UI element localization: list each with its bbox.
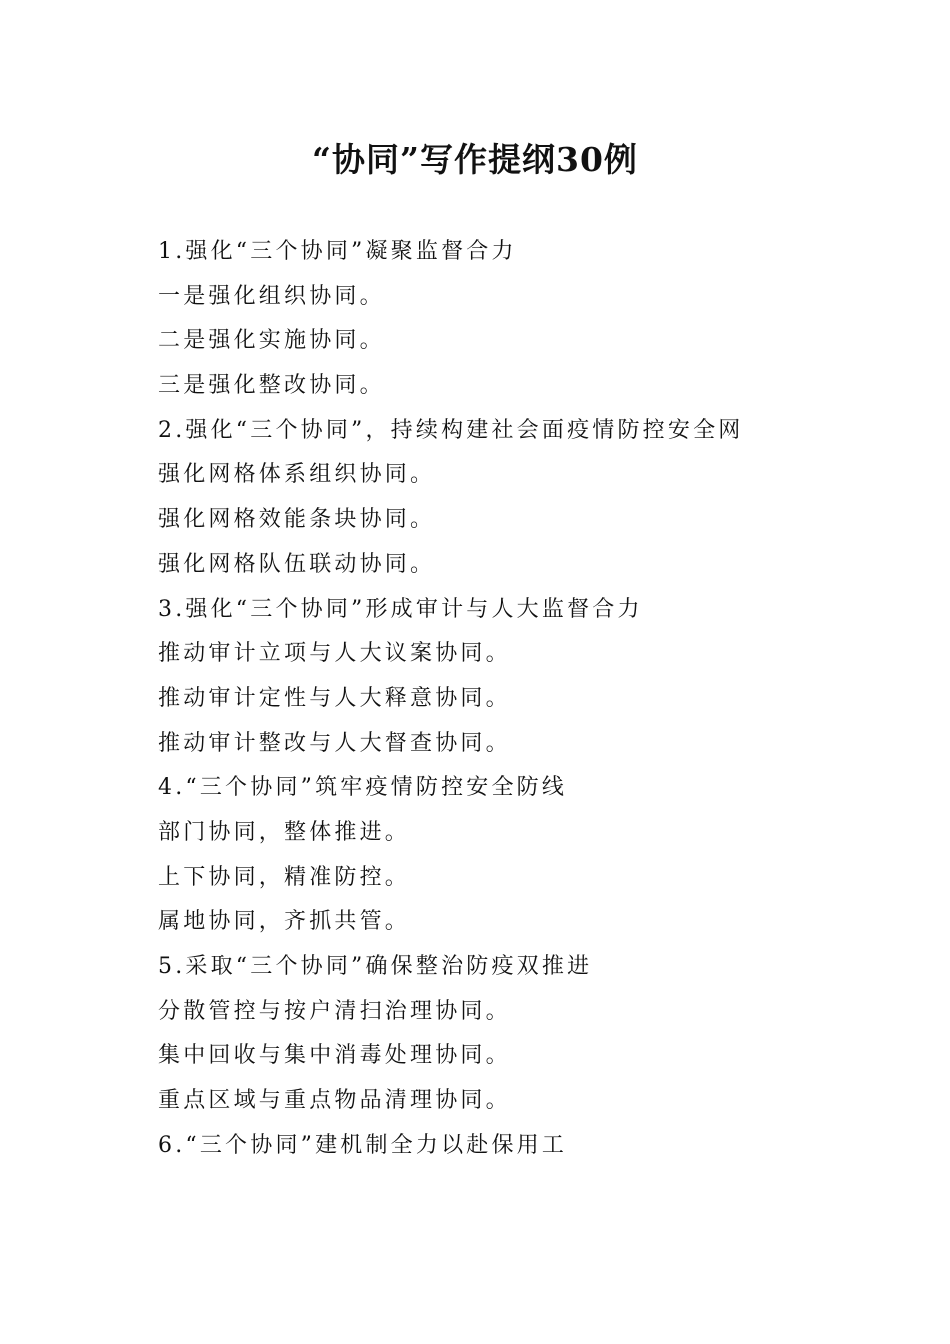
- outline-item: 属地协同，齐抓共管。: [158, 909, 411, 935]
- outline-item: 推动审计立项与人大议案协同。: [158, 641, 511, 667]
- outline-heading: 1.强化“三个协同”凝聚监督合力: [158, 239, 517, 264]
- outline-item: 强化网格队伍联动协同。: [158, 551, 436, 577]
- outline-list: [158, 230, 878, 1168]
- outline-item: 强化网格体系组织协同。: [158, 462, 436, 488]
- outline-item: 部门协同，整体推进。: [158, 819, 411, 845]
- outline-item: 一是强化组织协同。: [158, 283, 385, 309]
- outline-item: 上下协同，精准防控。: [158, 864, 411, 890]
- outline-item: 二是强化实施协同。: [158, 328, 385, 354]
- outline-heading: 2.强化“三个协同”，持续构建社会面疫情防控安全网: [158, 417, 744, 443]
- outline-heading: 4.“三个协同”筑牢疫情防控安全防线: [158, 775, 568, 801]
- outline-item: 强化网格效能条块协同。: [158, 507, 436, 533]
- outline-heading: 6.“三个协同”建机制全力以赴保用工: [158, 1132, 568, 1158]
- outline-item: 集中回收与集中消毒处理协同。: [158, 1043, 511, 1069]
- outline-item: 重点区域与重点物品清理协同。: [158, 1088, 511, 1114]
- outline-item: 分散管控与按户清扫治理协同。: [158, 998, 511, 1024]
- outline-item: 推动审计整改与人大督查协同。: [158, 730, 511, 756]
- document-title: “协同”写作提纲30例: [312, 140, 638, 179]
- outline-item: 三是强化整改协同。: [158, 373, 385, 399]
- outline-heading: 5.采取“三个协同”确保整治防疫双推进: [158, 954, 593, 979]
- outline-heading: 3.强化“三个协同”形成审计与人大监督合力: [158, 596, 643, 622]
- outline-item: 推动审计定性与人大释意协同。: [158, 685, 511, 711]
